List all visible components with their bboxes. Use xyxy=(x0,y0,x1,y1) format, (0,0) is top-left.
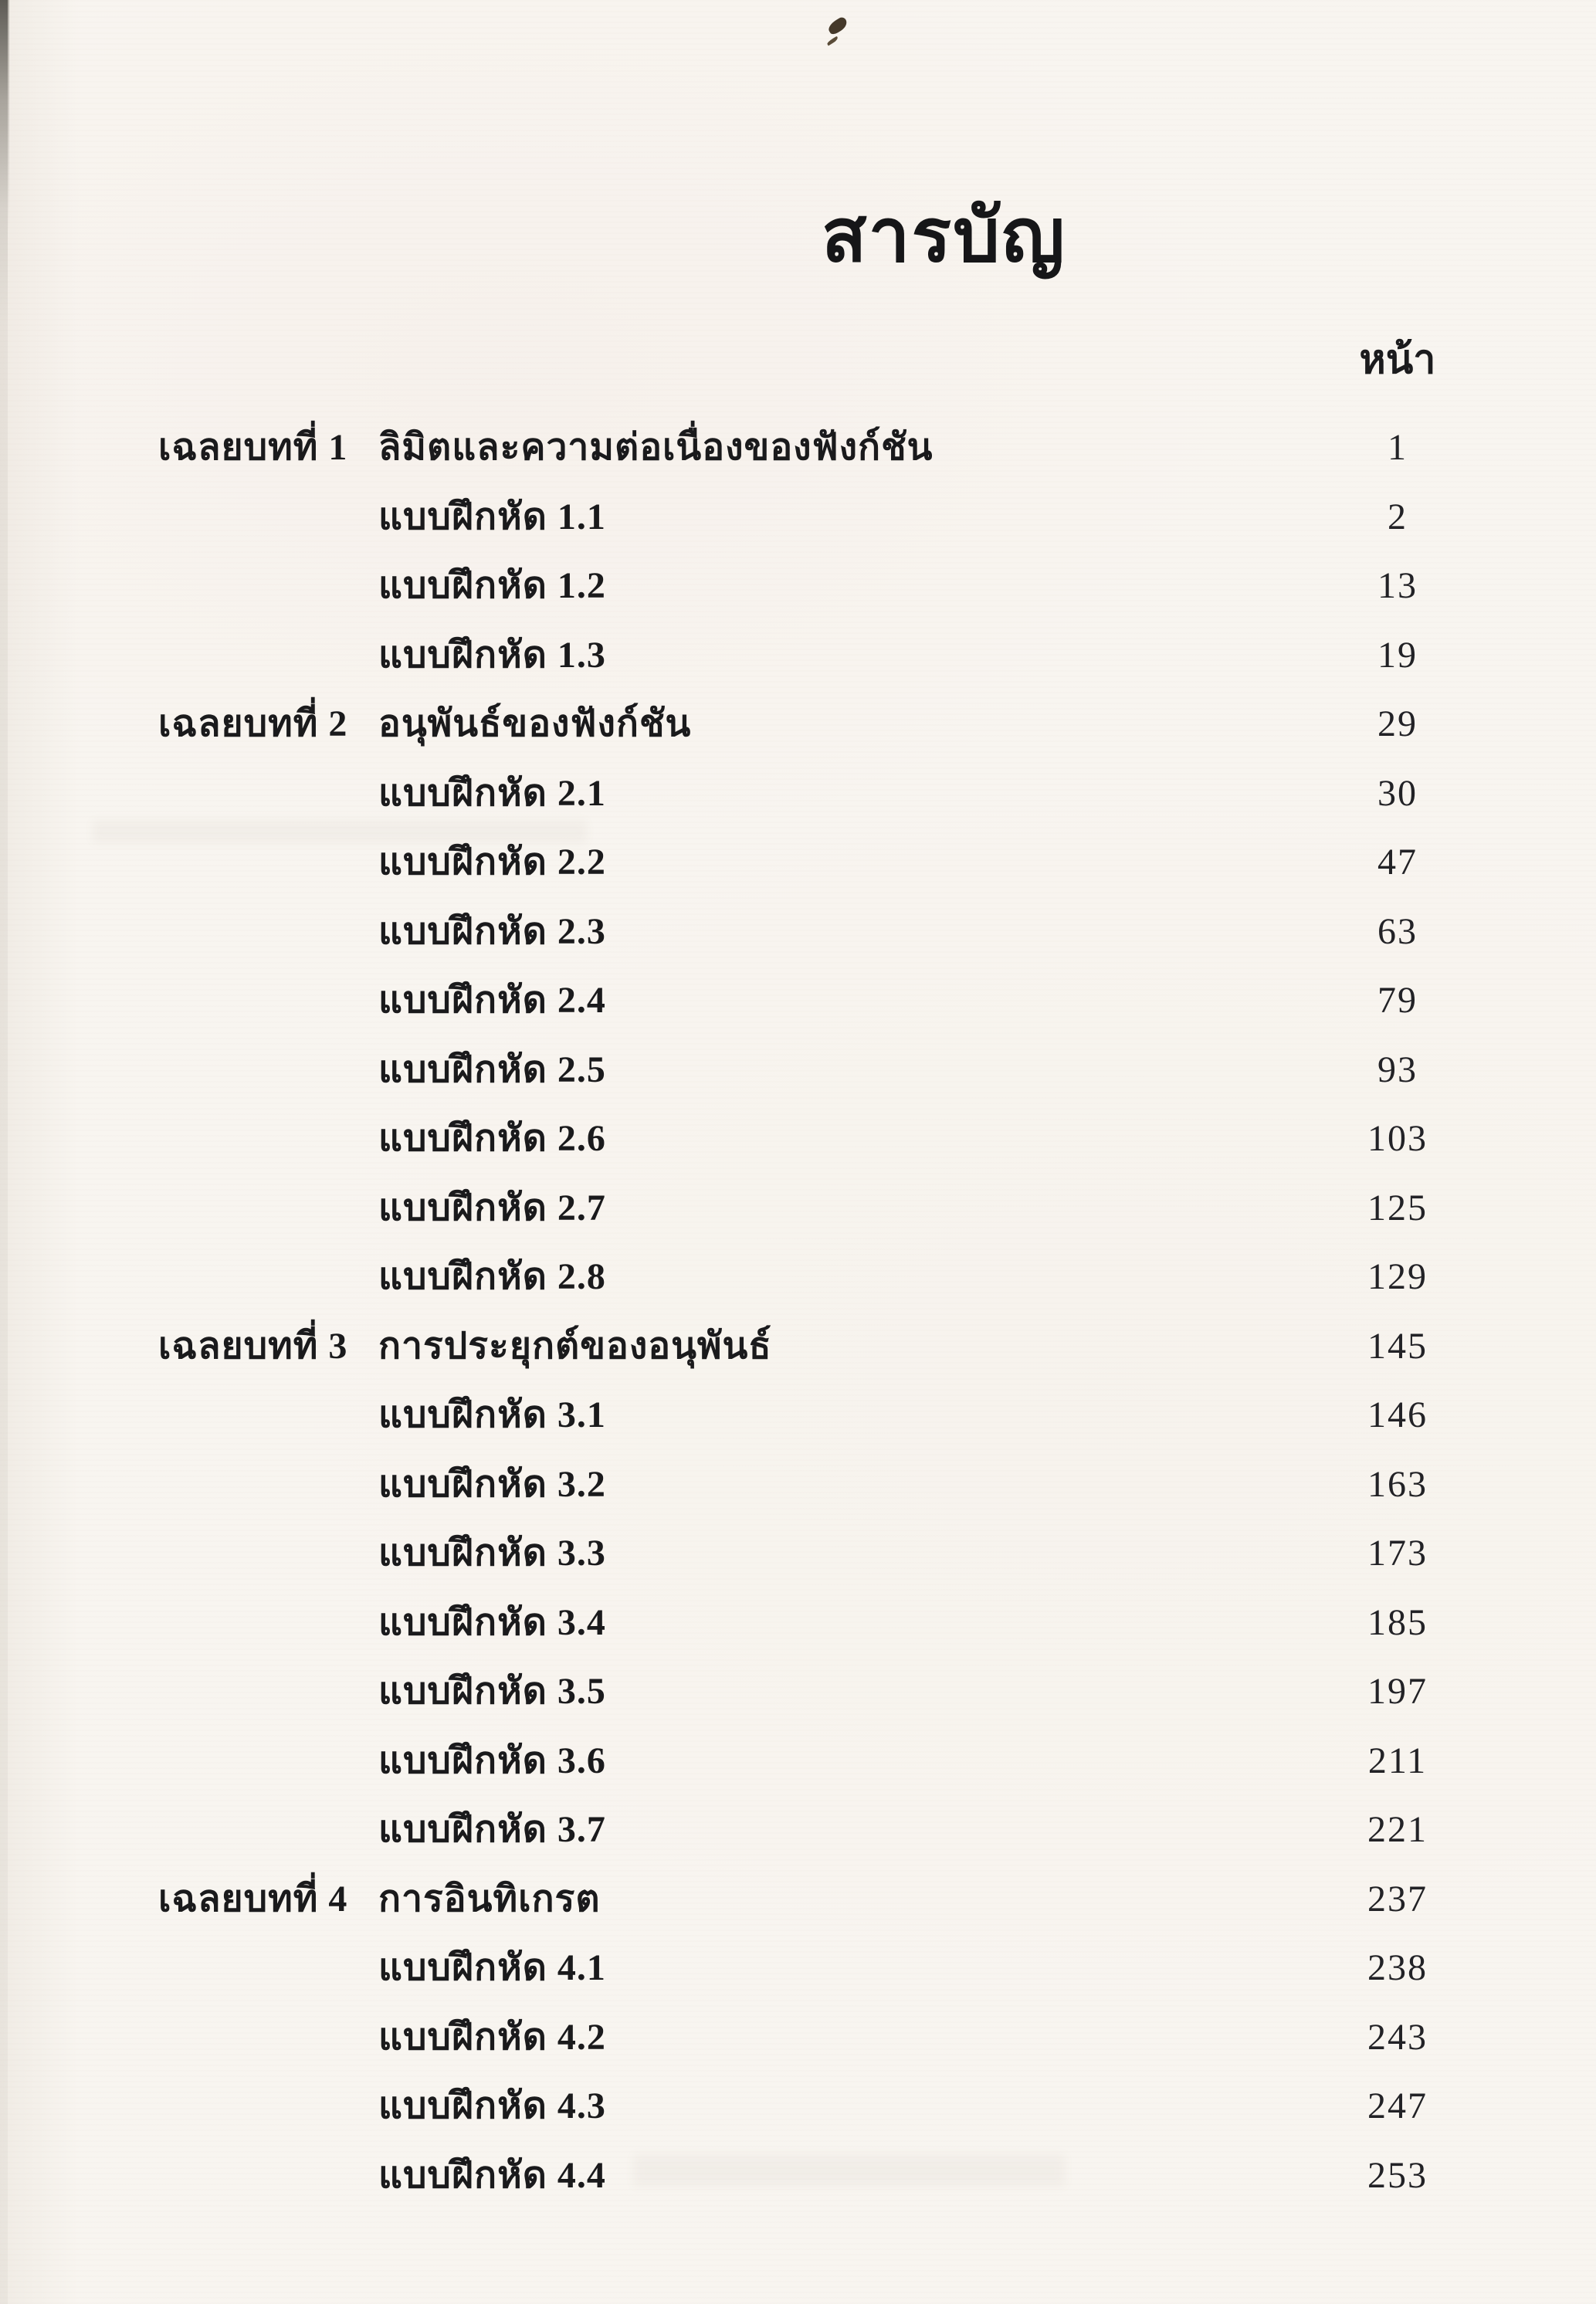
page-number: 197 xyxy=(1367,1671,1428,1712)
entry-title: แบบฝึกหัด 2.4 xyxy=(378,980,606,1021)
entry-title: แบบฝึกหัด 2.8 xyxy=(378,1256,606,1297)
entry-title: แบบฝึกหัด 4.3 xyxy=(378,2085,606,2126)
chapter-label: เฉลยบทที่ 1 xyxy=(158,427,348,468)
toc-row xyxy=(0,2011,1596,2071)
page-number: 79 xyxy=(1377,980,1418,1021)
entry-title: แบบฝึกหัด 3.7 xyxy=(378,1809,606,1850)
toc-row xyxy=(0,421,1596,481)
page-column-header: หน้า xyxy=(1359,338,1436,382)
page-number: 63 xyxy=(1377,911,1418,952)
toc-row xyxy=(0,1043,1596,1103)
entry-title: แบบฝึกหัด 4.4 xyxy=(378,2155,606,2196)
entry-title: แบบฝึกหัด 3.3 xyxy=(378,1533,606,1574)
toc-row xyxy=(0,974,1596,1034)
entry-title: ลิมิตและความต่อเนื่องของฟังก์ชัน xyxy=(378,427,934,468)
toc-row xyxy=(0,1803,1596,1863)
page-number: 13 xyxy=(1377,565,1418,606)
chapter-label: เฉลยบทที่ 4 xyxy=(158,1879,348,1919)
page-number: 146 xyxy=(1367,1394,1428,1435)
entry-title: แบบฝึกหัด 2.6 xyxy=(378,1118,606,1159)
toc-row xyxy=(0,1665,1596,1725)
toc-row xyxy=(0,1596,1596,1656)
toc-row xyxy=(0,835,1596,896)
page-number: 30 xyxy=(1377,773,1418,814)
page-number: 163 xyxy=(1367,1464,1428,1505)
ink-speck-artifact xyxy=(826,15,849,36)
toc-row xyxy=(0,1388,1596,1448)
toc-row xyxy=(0,1320,1596,1380)
entry-title: การอินทิเกรต xyxy=(378,1879,601,1919)
entry-title: อนุพันธ์ของฟังก์ชัน xyxy=(378,703,692,744)
entry-title: แบบฝึกหัด 3.2 xyxy=(378,1464,606,1505)
entry-title: แบบฝึกหัด 3.4 xyxy=(378,1602,606,1643)
entry-title: การประยุกต์ของอนุพันธ์ xyxy=(378,1326,772,1367)
page-number: 243 xyxy=(1367,2017,1428,2058)
page-number: 47 xyxy=(1377,842,1418,883)
toc-row xyxy=(0,1181,1596,1242)
entry-title: แบบฝึกหัด 2.5 xyxy=(378,1049,606,1090)
scanner-edge-line-artifact xyxy=(8,0,9,232)
toc-row xyxy=(0,1250,1596,1310)
chapter-label: เฉลยบทที่ 2 xyxy=(158,703,348,744)
entry-title: แบบฝึกหัด 3.5 xyxy=(378,1671,606,1712)
page-number: 103 xyxy=(1367,1118,1428,1159)
page-number: 253 xyxy=(1367,2155,1428,2196)
toc-row xyxy=(0,1458,1596,1518)
toc-row xyxy=(0,1526,1596,1587)
page-number: 125 xyxy=(1367,1188,1428,1228)
page-number: 2 xyxy=(1388,496,1408,537)
page-number: 19 xyxy=(1377,635,1418,676)
entry-title: แบบฝึกหัด 1.2 xyxy=(378,565,606,606)
entry-title: แบบฝึกหัด 2.2 xyxy=(378,842,606,883)
entry-title: แบบฝึกหัด 2.7 xyxy=(378,1188,606,1228)
toc-row xyxy=(0,1734,1596,1794)
entry-title: แบบฝึกหัด 3.1 xyxy=(378,1394,606,1435)
toc-row xyxy=(0,490,1596,551)
page-title: สารบัญ xyxy=(822,195,1066,278)
page-number: 221 xyxy=(1367,1809,1428,1850)
entry-title: แบบฝึกหัด 1.1 xyxy=(378,496,606,537)
chapter-label: เฉลยบทที่ 3 xyxy=(158,1326,348,1367)
page-number: 93 xyxy=(1377,1049,1418,1090)
entry-title: แบบฝึกหัด 2.1 xyxy=(378,773,606,814)
toc-row xyxy=(0,905,1596,965)
page-number: 173 xyxy=(1367,1533,1428,1574)
page-number: 185 xyxy=(1367,1602,1428,1643)
entry-title: แบบฝึกหัด 1.3 xyxy=(378,635,606,676)
toc-row xyxy=(0,559,1596,619)
page-number: 247 xyxy=(1367,2085,1428,2126)
toc-row xyxy=(0,629,1596,689)
entry-title: แบบฝึกหัด 2.3 xyxy=(378,911,606,952)
page-number: 129 xyxy=(1367,1256,1428,1297)
page-number: 145 xyxy=(1367,1326,1428,1367)
entry-title: แบบฝึกหัด 4.1 xyxy=(378,1947,606,1988)
toc-row xyxy=(0,697,1596,757)
page-number: 238 xyxy=(1367,1947,1428,1988)
toc-rows xyxy=(0,421,1596,2235)
toc-row xyxy=(0,767,1596,827)
entry-title: แบบฝึกหัด 3.6 xyxy=(378,1740,606,1781)
toc-row xyxy=(0,1941,1596,2001)
page-number: 211 xyxy=(1367,1740,1428,1781)
page-number: 29 xyxy=(1377,703,1418,744)
toc-row xyxy=(0,1112,1596,1172)
toc-row xyxy=(0,1872,1596,1933)
toc-row xyxy=(0,2079,1596,2140)
toc-row xyxy=(0,2149,1596,2209)
page-number: 237 xyxy=(1367,1879,1428,1919)
entry-title: แบบฝึกหัด 4.2 xyxy=(378,2017,606,2058)
page-number: 1 xyxy=(1388,427,1408,468)
